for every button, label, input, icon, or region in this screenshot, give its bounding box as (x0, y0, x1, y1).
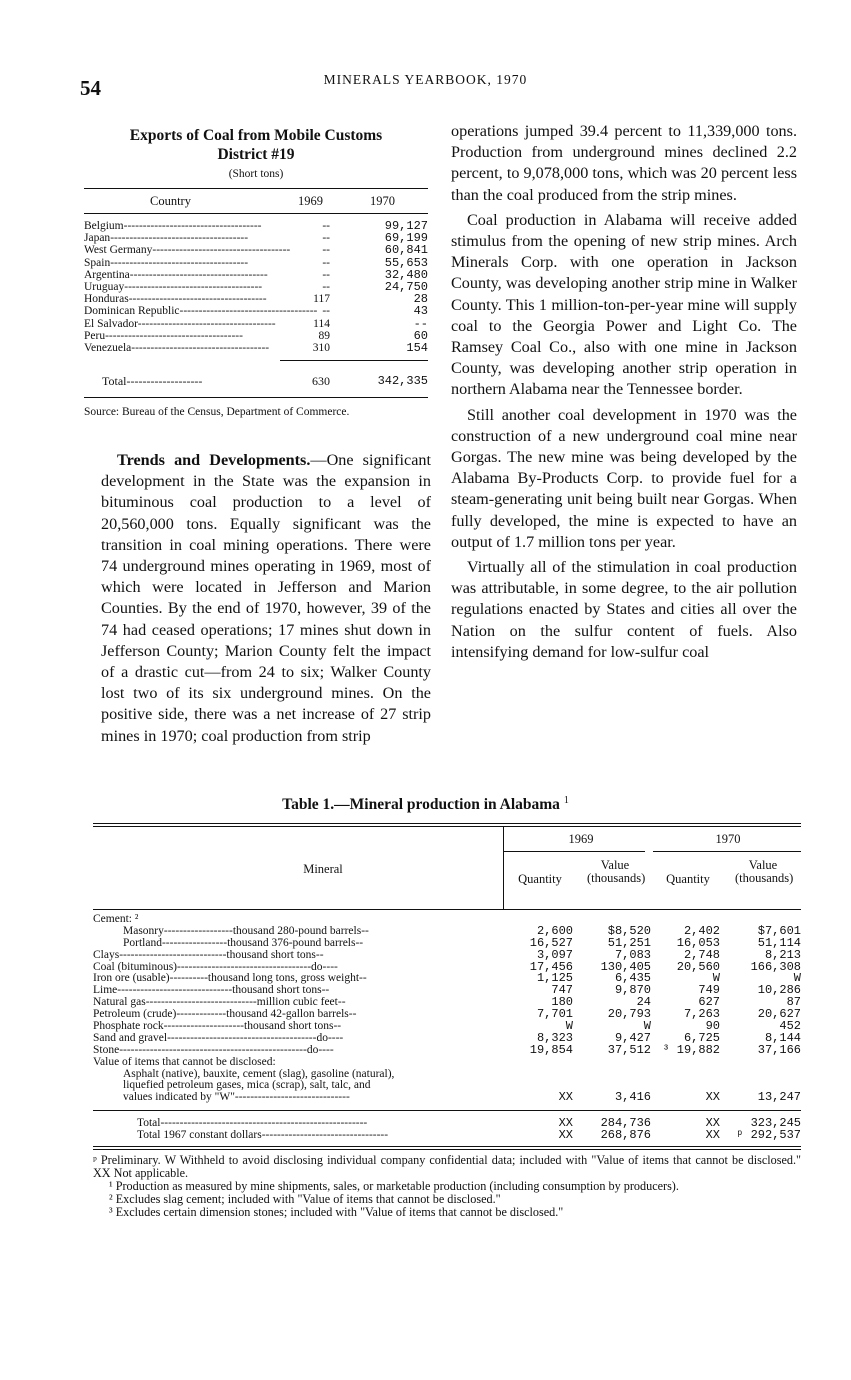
header-1970: 1970 (370, 194, 395, 208)
right-column (451, 121, 797, 663)
quantity-1970: XX (705, 1128, 720, 1143)
value-1969: 89 (318, 329, 330, 342)
paragraph: Still another coal development in 1970 was the construction of a new underground coal mine near Gorgas. The new mine was being developed by the Alabama By-Products Corp. to provide fuel for a steam-generating unit being built near Gorgas. When fully developed, the mine is expected to have an output of 1.7 million tons per year. (451, 405, 797, 551)
value-1969: 117 (313, 293, 330, 306)
value-1970: 55,653 (384, 255, 428, 270)
value-1969: 130,405 (600, 959, 651, 974)
value-1970: 166,308 (750, 959, 801, 974)
row-label: liquefied petroleum gases, mica (scrap), salt, talc, and (123, 1079, 371, 1092)
value-1969: 3,416 (614, 1090, 651, 1105)
rule-1970 (653, 851, 801, 852)
value-1970: 24,750 (384, 279, 428, 294)
exports-table-title: Exports of Coal from Mobile Customs District #19 (129, 127, 383, 163)
value-1970: 28 (413, 292, 428, 307)
value-1969: W (643, 1019, 651, 1034)
exports-table (84, 126, 428, 419)
total-1969: 630 (312, 374, 330, 389)
exports-row (84, 293, 428, 305)
quantity-1969: XX (558, 1090, 573, 1105)
quantity-1969: XX (558, 1128, 573, 1143)
country-name: Venezuela------------------------------------ (84, 341, 270, 354)
value-1969: 284,736 (600, 1116, 651, 1131)
footnote: ¹ Production as measured by mine shipments, sales, or marketable production (including consumption by producers). (109, 1179, 679, 1194)
quantity-1969: 16,527 (529, 935, 573, 950)
left-column (101, 450, 431, 747)
value-1969: 7,083 (614, 947, 651, 962)
quantity-1969: 747 (551, 983, 573, 998)
value-1969: 9,427 (614, 1030, 651, 1045)
exports-total-row (84, 360, 428, 391)
value-1969: 268,876 (600, 1128, 651, 1143)
value-1970: 69,199 (384, 231, 428, 246)
exports-table-unit: (Short tons) (228, 168, 284, 180)
value-1970: 8,144 (764, 1030, 801, 1045)
exports-row (84, 232, 428, 244)
country-name: Peru------------------------------------ (84, 329, 243, 342)
paragraph: operations jumped 39.4 percent to 11,339,000 tons. Production from underground mines declined 2.2 percent, to 9,078,000 tons, which was 20 percent less than the coal produced from the strip mines. (451, 122, 797, 204)
footnote: ³ Excludes certain dimension stones; included with "Value of items that cannot be disclosed." (109, 1205, 564, 1220)
quantity-1970: 90 (705, 1019, 720, 1034)
table1-title: Table 1.—Mineral production in Alabama $^1$ (282, 795, 569, 814)
table1-bottom-rule (93, 1146, 801, 1150)
quantity-1969: 3,097 (536, 947, 573, 962)
table1-totals (93, 1110, 801, 1142)
total-label: Total 1967 constant dollars--------------------------------- (137, 1129, 389, 1142)
row-label: Coal (bituminous)-----------------------------------do---- (93, 960, 338, 973)
value-1970: 154 (406, 340, 428, 355)
country-name: Uruguay------------------------------------ (84, 280, 263, 293)
quantity-1969: W (565, 1019, 573, 1034)
value-1969: 9,870 (614, 983, 651, 998)
header-year-1970: 1970 (715, 832, 741, 846)
value-1970: 99,127 (384, 219, 428, 233)
paragraph: Coal production in Alabama will receive added stimulus from the opening of new strip mines. Arch Minerals Corp. with one operation in Jackson County, was developing another strip mine in Walker County. This 1 million-ton-per-year mine will supply coal to the Georgia Power and Light Co. The Ramsey Coal Co., also with one mine in Jackson County, was developing another strip operation in northern Alabama near the Tennessee border. (451, 210, 797, 399)
col-divider (503, 827, 504, 909)
quantity-1970: 20,560 (676, 959, 720, 974)
row-label: Portland-----------------thousand 376-pound barrels-- (123, 936, 364, 949)
row-label: Stone-------------------------------------------------do---- (93, 1043, 334, 1056)
value-1969: -- (322, 256, 330, 269)
exports-table-body (84, 220, 428, 354)
row-label: Natural gas-----------------------------million cubic feet-- (93, 996, 346, 1009)
header-value-1969: Value (thousands) (587, 858, 646, 885)
row-label: Petroleum (crude)-------------thousand 42-gallon barrels-- (93, 1008, 357, 1021)
rule-1969 (503, 851, 645, 852)
value-1970: 60,841 (384, 243, 428, 258)
country-name: Belgium------------------------------------ (84, 220, 262, 232)
value-1970: 10,286 (757, 983, 801, 998)
value-1969: 114 (313, 317, 330, 330)
table1-title-note: 1 (563, 795, 569, 806)
country-name: Honduras------------------------------------ (84, 293, 267, 306)
country-name: Argentina------------------------------------ (84, 268, 268, 281)
quantity-1970: XX (705, 1090, 720, 1105)
value-1969: -- (322, 280, 330, 293)
exports-table-header (84, 188, 428, 214)
exports-row (84, 305, 428, 317)
header-value-1970: Value (thousands) (735, 858, 794, 885)
row-label: Asphalt (native), bauxite, cement (slag), gasoline (natural), (123, 1067, 395, 1080)
quantity-1970: XX (705, 1116, 720, 1131)
value-1969: -- (322, 268, 330, 281)
quantity-1970: 16,053 (676, 935, 720, 950)
row-label: Iron ore (usable)----------thousand long tons, gross weight-- (93, 972, 367, 985)
table1-row (93, 1042, 801, 1057)
table1-row (93, 1092, 801, 1104)
country-name: West Germany------------------------------------ (84, 244, 291, 257)
quantity-1970: W (712, 971, 720, 986)
country-name: Japan------------------------------------ (84, 232, 249, 245)
value-1970: ᵖ 292,537 (736, 1128, 801, 1143)
table1 (93, 823, 801, 1219)
row-label: Cement: ² (93, 913, 139, 925)
value-1969: -- (322, 220, 330, 232)
value-1969: $8,520 (607, 923, 651, 938)
header-quantity-1970: Quantity (666, 872, 710, 886)
section-heading: Trends and Developments. (117, 451, 311, 469)
quantity-1969: 1,125 (536, 971, 573, 986)
value-1970: -- (413, 316, 428, 331)
value-1970: 452 (779, 1019, 801, 1034)
value-1969: -- (322, 244, 330, 257)
quantity-1969: 8,323 (536, 1030, 573, 1045)
row-label: Value of items that cannot be disclosed: (93, 1055, 276, 1068)
quantity-1969: XX (558, 1116, 573, 1131)
row-label: Sand and gravel---------------------------------------do---- (93, 1031, 344, 1044)
value-1969: 20,793 (607, 1007, 651, 1022)
value-1970: 51,114 (757, 935, 801, 950)
row-label: Clays----------------------------thousand short tons-- (93, 948, 324, 961)
trends-text: —One significant development in the State was the expansion in bituminous coal production to a level of 20,560,000 tons. Equally significant was the transition in coal mining operations. There were 74 underground mines operating in 1969, most of which were located in Jefferson and Marion Counties. By the end of 1970, however, 39 of the 74 had ceased operations; 17 mines shut down in Jefferson County; Marion County felt the impact of a drastic cut—from 24 to six; Walker County lost two of its six underground mines. On the positive side, there was a net increase of 27 strip mines in 1970; coal production from strip (101, 451, 431, 745)
row-label: Lime------------------------------thousand short tons-- (93, 984, 330, 997)
exports-row (84, 244, 428, 256)
quantity-1969: 19,854 (529, 1042, 573, 1057)
quantity-1969: 7,701 (536, 1007, 573, 1022)
exports-row (84, 330, 428, 342)
header-quantity-1969: Quantity (518, 872, 562, 886)
value-1969: -- (322, 232, 330, 245)
quantity-1970: 2,748 (683, 947, 720, 962)
value-1970: 323,245 (750, 1116, 801, 1131)
value-1970: 43 (413, 304, 428, 319)
quantity-1970: 6,725 (683, 1030, 720, 1045)
quantity-1970: ³ 19,882 (662, 1042, 720, 1057)
page-number: 54 (80, 76, 101, 100)
country-name: El Salvador------------------------------------ (84, 317, 276, 330)
value-1969: 51,251 (607, 935, 651, 950)
value-1969: 37,512 (607, 1042, 651, 1057)
value-1970: 60 (413, 328, 428, 343)
value-1970: 37,166 (757, 1042, 801, 1057)
quantity-1970: 2,402 (683, 923, 720, 938)
value-1970: 20,627 (757, 1007, 801, 1022)
table1-footnotes (93, 1154, 801, 1219)
total-label: Total------------------- (102, 374, 203, 389)
trends-paragraph (101, 450, 431, 747)
running-head: MINERALS YEARBOOK, 1970 (323, 72, 528, 87)
exports-row (84, 342, 428, 354)
quantity-1969: 17,456 (529, 959, 573, 974)
value-1969: 6,435 (614, 971, 651, 986)
exports-row (84, 281, 428, 293)
exports-row (84, 269, 428, 281)
total-label: Total------------------------------------------------------ (137, 1117, 368, 1130)
country-name: Dominican Republic------------------------------------ (84, 305, 318, 318)
quantity-1970: 627 (698, 995, 720, 1010)
exports-row (84, 220, 428, 232)
header-year-1969: 1969 (568, 832, 594, 846)
header-mineral: Mineral (303, 862, 343, 876)
quantity-1970: 749 (698, 983, 720, 998)
value-1969: 24 (636, 995, 651, 1010)
quantity-1970: 7,263 (683, 1007, 720, 1022)
header-1969: 1969 (298, 194, 323, 208)
total-1970: 342,335 (377, 374, 428, 389)
row-label: Masonry------------------thousand 280-pound barrels-- (123, 924, 369, 937)
exports-row (84, 318, 428, 330)
header-country: Country (150, 194, 191, 208)
value-1970: $7,601 (757, 923, 801, 938)
exports-source-note: Source: Bureau of the Census, Department of Commerce. (84, 397, 428, 419)
paragraph: Virtually all of the stimulation in coal production was attributable, in some degree, to the air pollution regulations enacted by States and cities all over the Nation on the sulfur content of fuels. Also intensifying demand for low-sulfur coal (451, 558, 797, 661)
row-label: Phosphate rock---------------------thousand short tons-- (93, 1020, 342, 1033)
quantity-1969: 180 (551, 995, 573, 1010)
value-1970: 87 (786, 995, 801, 1010)
table1-header (93, 827, 801, 910)
table1-total-row (93, 1130, 801, 1142)
value-1970: 8,213 (764, 947, 801, 962)
quantity-1969: 2,600 (536, 923, 573, 938)
footnote: ² Excludes slag cement; included with "Value of items that cannot be disclosed." (109, 1192, 501, 1207)
exports-row (84, 257, 428, 269)
value-1970: W (793, 971, 801, 986)
table1-row (93, 1057, 801, 1069)
value-1970: 32,480 (384, 267, 428, 282)
footnote: ᵖ Preliminary. W Withheld to avoid disclosing individual company confidential data; included with "Value of items that cannot be disclosed." XX Not applicable. (93, 1153, 801, 1181)
value-1970: 13,247 (757, 1090, 801, 1105)
row-label: values indicated by "W"------------------------------ (123, 1091, 350, 1104)
value-1969: 310 (312, 341, 330, 354)
value-1969: -- (322, 305, 330, 318)
table1-body (93, 910, 801, 1104)
country-name: Spain------------------------------------ (84, 256, 249, 269)
